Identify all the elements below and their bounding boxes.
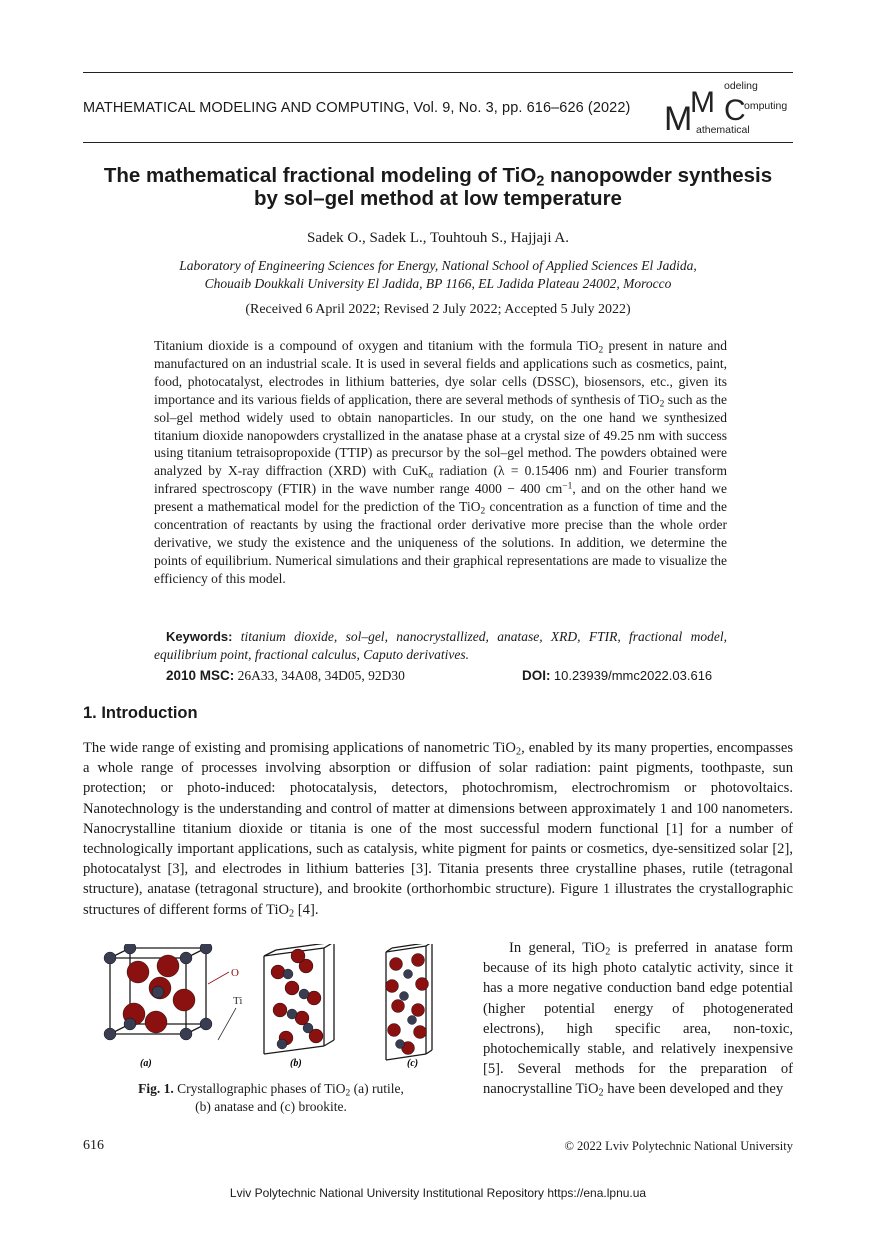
titanium-atom [200, 1018, 212, 1030]
page-number: 616 [83, 1138, 104, 1153]
titanium-atom [104, 1028, 116, 1040]
titanium-atom [303, 1023, 313, 1033]
keywords-label: Keywords: [166, 629, 233, 644]
sublabel-b: (b) [290, 1058, 302, 1068]
logo-athematical: athematical [696, 124, 750, 136]
oxygen-atom [390, 958, 403, 971]
oxygen-atom [388, 1024, 401, 1037]
paragraph-text: have been developed and they [603, 1081, 784, 1098]
bond-line [386, 1054, 426, 1060]
superscript: −1 [562, 481, 573, 492]
oxygen-atom [157, 955, 179, 977]
titanium-atom [124, 944, 136, 954]
doi-label: DOI: [522, 668, 551, 683]
oxygen-atom [127, 961, 149, 983]
doi [522, 668, 712, 684]
titanium-atom [287, 1009, 297, 1019]
abstract-text: such as the sol–gel method widely used to obtain nanoparticles. In our study, on the one hand we synthesized titanium dioxide nanopowders crystallized in the anatase phase at a crystal size of 49.25 nm with success using titanium tetraisopropoxide (TTIP) as precursor by the sol–gel method. The powders obtained were analyzed by X-ray diffraction (XRD) with CuK [154, 391, 728, 479]
titanium-atom [200, 944, 212, 954]
subscript: 2 [659, 399, 665, 410]
subscript: 2 [605, 946, 611, 958]
oxygen-atom [414, 1026, 427, 1039]
intro-text: , enabled by its many properties, encompasses a whole range of processes involving absorption or diffusion of solar radiation: paint pigments, toothpaste, sun protection; or photo-induced: photocatalysis, detectors, photochromism, electrochromism or photovoltaics. Nanotechnology is the understanding and control of matter at dimensions between approximately 1 and 100 nanometers. Nanocrystalline titanium dioxide or titania is one of the most successful modern functional [1] for a number of technologically important applications, such as catalysis, white pigment for paints or cosmetics, dye-sensitized solar [2], photocatalyst [3], and electrodes in lithium batteries [3]. Titania presents three crystalline phases, rutile (tetragonal structure), anatase (tetragonal structure), and brookite (orthorhombic structure). Figure 1 illustrates the crystallographic structures of different forms of TiO [83, 740, 793, 918]
sublabel-c: (c) [407, 1058, 419, 1068]
subscript: 2 [515, 746, 522, 758]
msc-label: 2010 MSC: [166, 668, 235, 683]
titanium-atom [180, 1028, 192, 1040]
logo-odeling: odeling [724, 80, 758, 92]
repository-footer: Lviv Polytechnic National University Institutional Repository https://ena.lpnu.ua [229, 1186, 647, 1200]
affiliation-line: Chouaib Doukkali University El Jadida, BP 1166, EL Jadida Plateau 24002, Morocco [204, 276, 672, 291]
bond-line [264, 1046, 324, 1054]
affiliation-line: Laboratory of Engineering Sciences for Energy, National School of Applied Sciences El Jadida, [179, 258, 697, 273]
bond-line [324, 1040, 334, 1046]
titanium-atom [180, 952, 192, 964]
logo-omputing: omputing [744, 100, 788, 112]
authors: Sadek O., Sadek L., Touhtouh S., Hajjaji A. [307, 230, 569, 246]
abstract-text: Titanium dioxide is a compound of oxygen and titanium with the formula TiO [154, 338, 599, 353]
oxygen-atom [291, 949, 305, 963]
right-column-paragraph [483, 938, 793, 1100]
doi-link[interactable]: 10.23939/mmc2022.03.616 [553, 668, 713, 683]
subscript: 2 [598, 1087, 604, 1099]
bond-line [386, 946, 426, 952]
msc [166, 668, 405, 684]
titanium-atom [408, 1016, 417, 1025]
caption-label: Fig. 1. [138, 1081, 174, 1096]
intro-text: [4]. [294, 901, 319, 918]
header-rule [83, 142, 793, 143]
title-line2: by sol–gel method at low temperature [254, 187, 622, 210]
figure-1 [96, 944, 446, 1068]
titanium-atom [104, 952, 116, 964]
affiliation [110, 257, 766, 293]
figure-caption [96, 1080, 446, 1116]
subscript: 2 [345, 1088, 351, 1099]
keywords [154, 628, 727, 664]
subscript: 2 [598, 345, 604, 356]
rutile-structure [104, 944, 212, 1040]
oxygen-atom [173, 989, 195, 1011]
pointer-ti [218, 1008, 236, 1040]
oxygen-atom [386, 980, 399, 993]
top-rule [83, 72, 793, 73]
intro-paragraph [83, 738, 793, 920]
msc-value: 26A33, 34A08, 34D05, 92D30 [237, 668, 405, 683]
subscript: α [428, 470, 434, 481]
titanium-atom [396, 1040, 405, 1049]
oxygen-atom [416, 978, 429, 991]
paragraph-text: In general, TiO [509, 940, 606, 956]
titanium-atom [299, 989, 309, 999]
anatase-structure [264, 944, 334, 1054]
oxygen-atom [285, 981, 299, 995]
oxygen-atom [392, 1000, 405, 1013]
journal-logo [664, 80, 794, 140]
titanium-atom [400, 992, 409, 1001]
sublabel-a: (a) [140, 1058, 152, 1068]
titanium-atom [283, 969, 293, 979]
bond-line [426, 944, 432, 946]
logo-c: C [724, 94, 746, 127]
caption-text: (b) anatase and (c) brookite. [195, 1099, 347, 1114]
keywords-text: titanium dioxide, sol–gel, nanocrystallized, anatase, XRD, FTIR, fractional model, equilibrium point, fractional calculus, Caputo derivatives. [154, 629, 727, 662]
brookite-structure [386, 944, 433, 1060]
bond-line [324, 944, 334, 948]
paragraph-text: is preferred in anatase form because of its high photo catalytic activity, since it has a more negative conduction band edge potential (higher potential energy of photogenerated electrons), high specific area, non-toxic, photochemically stable, and relatively inexpensive [5]. Several methods for the preparation of nanocrystalline TiO [483, 940, 793, 1098]
abstract [154, 337, 727, 588]
title-part: nanopowder synthesis [544, 164, 773, 187]
label-oxygen: O [231, 967, 239, 979]
oxygen-atom [145, 1011, 167, 1033]
journal-header: MATHEMATICAL MODELING AND COMPUTING, Vol. 9, No. 3, pp. 616–626 (2022) [83, 100, 631, 116]
titanium-atom [404, 970, 413, 979]
oxygen-atom [412, 954, 425, 967]
abstract-text: , and on the other hand we present a mathematical model for the prediction of the TiO [154, 481, 727, 515]
abstract-text: radiation (λ = 0.15406 nm) and Fourier transform infrared spectroscopy (FTIR) in the wave number range 4000 − 400 cm [154, 463, 727, 497]
pointer-o [208, 972, 229, 984]
received-dates: (Received 6 April 2022; Revised 2 July 2022; Accepted 5 July 2022) [245, 302, 631, 317]
abstract-text: present in nature and manufactured on an industrial scale. It is used in several fields and applications such as cosmetics, paint, food, photocatalyst, electrodes in lithium batteries, dye solar cells (DSSC), biosensors, etc., given its importance and its various fields of application, there are several methods of synthesis of TiO [154, 338, 727, 407]
caption-text: Crystallographic phases of TiO [173, 1081, 346, 1096]
abstract-text: concentration as a function of time and the concentration of reactants by using the fractional order derivative more precise than the whole order derivative, we study the existence and the uniqueness of the solutions. In addition, we determine the points of equilibrium. Numerical simulations and their graphical representations are made to visualize the efficiency of this model. [154, 499, 728, 586]
oxygen-atom [412, 1004, 425, 1017]
oxygen-atom [271, 965, 285, 979]
titanium-atom [124, 1018, 136, 1030]
crystal-structures-image [96, 944, 446, 1068]
article-title [83, 164, 793, 210]
oxygen-atom [273, 1003, 287, 1017]
label-titanium: Ti [233, 995, 243, 1007]
title-part: The mathematical fractional modeling of TiO [103, 164, 537, 187]
titanium-atom [152, 986, 164, 998]
titanium-atom [277, 1039, 287, 1049]
section-title: 1. Introduction [83, 704, 198, 722]
bond-line [426, 1050, 432, 1054]
copyright: © 2022 Lviv Polytechnic National University [564, 1139, 793, 1153]
subscript: 2 [289, 908, 295, 920]
title-sub: 2 [536, 173, 545, 190]
subscript: 2 [480, 506, 486, 517]
logo-m-large: M [664, 100, 693, 138]
caption-text: (a) rutile, [350, 1081, 404, 1096]
intro-text: The wide range of existing and promising applications of nanometric TiO [83, 740, 516, 756]
logo-m-upper: M [690, 86, 715, 119]
